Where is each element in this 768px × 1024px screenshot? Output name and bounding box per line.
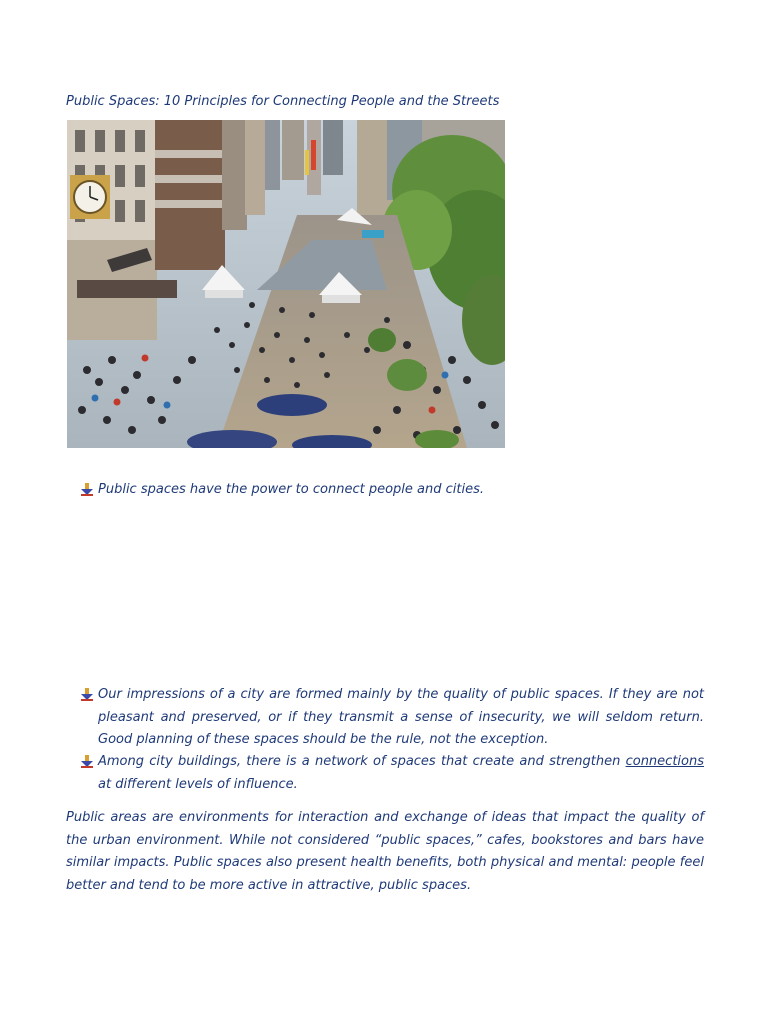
bullet-text-start: Among city buildings, there is a network of spaces that create and strengthen bbox=[98, 754, 626, 769]
bullet-text bbox=[98, 751, 704, 796]
street-plaza-photo bbox=[67, 120, 505, 448]
document-title: Public Spaces: 10 Principles for Connecting People and the Streets bbox=[66, 94, 500, 109]
connections-link[interactable]: connections bbox=[625, 754, 704, 769]
bullet-arrow-icon bbox=[81, 688, 93, 701]
bullet-arrow-icon bbox=[81, 483, 93, 496]
bullet-item bbox=[66, 479, 704, 502]
bullet-text: Public spaces have the power to connect people and cities. bbox=[98, 482, 484, 497]
body-paragraph: Public areas are environments for interaction and exchange of ideas that impact the quality of the urban environment. While not considered “public spaces,” cafes, bookstores and bars have similar impacts. Public spaces also present health benefits, both physical and mental: people feel better and tend to be more active in attractive, public spaces. bbox=[66, 810, 704, 893]
bullet-arrow-icon bbox=[81, 755, 93, 768]
bullet-item bbox=[66, 751, 704, 796]
bullet-text-end: at different levels of influence. bbox=[98, 776, 298, 792]
bullet-item bbox=[66, 684, 704, 752]
bullet-text: Our impressions of a city are formed mainly by the quality of public spaces. If they are not pleasant and preserved, or if they transmit a sense of insecurity, we will seldom return. Good planning of these spaces should be the rule, not the exception. bbox=[98, 687, 704, 747]
